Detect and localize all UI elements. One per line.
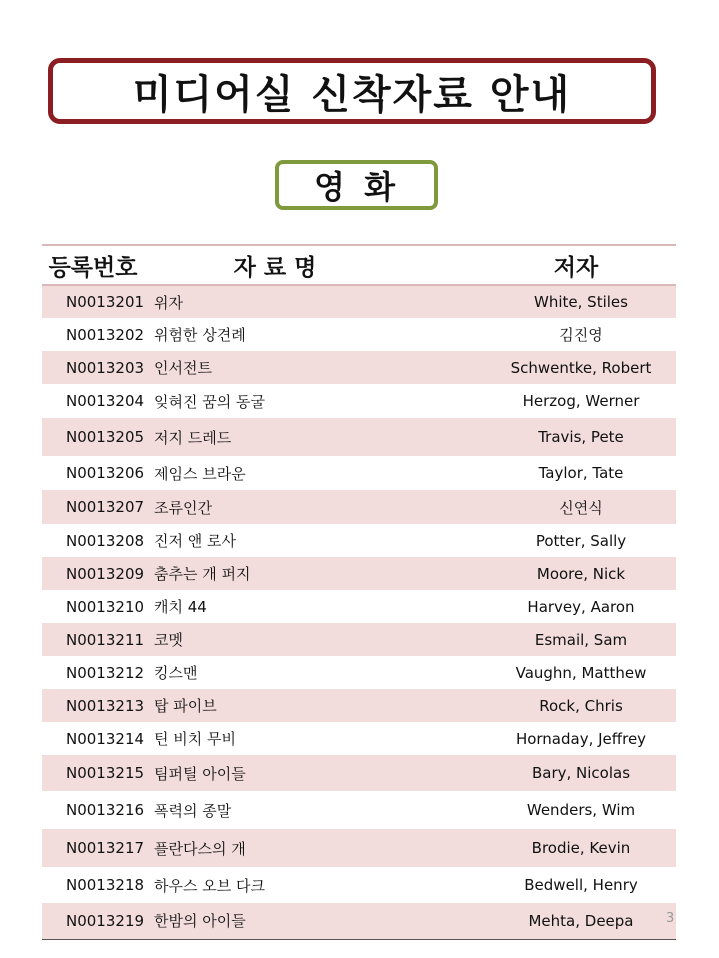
cell-registration-number: N0013205 xyxy=(42,418,154,456)
cell-title: 폭력의 종말 xyxy=(154,791,456,829)
cell-author: Harvey, Aaron xyxy=(456,590,676,623)
cell-author: Wenders, Wim xyxy=(456,791,676,829)
table-row xyxy=(42,524,676,557)
table-row xyxy=(42,903,676,939)
cell-registration-number: N0013209 xyxy=(42,557,154,590)
cell-author: Taylor, Tate xyxy=(456,456,676,490)
table-row xyxy=(42,557,676,590)
table-row xyxy=(42,456,676,490)
header-author: 저자 xyxy=(456,245,676,285)
cell-author: Vaughn, Matthew xyxy=(456,656,676,689)
table-row xyxy=(42,490,676,524)
cell-registration-number: N0013208 xyxy=(42,524,154,557)
cell-title: 잊혀진 꿈의 동굴 xyxy=(154,384,456,418)
category-label: 영 화 xyxy=(314,168,399,206)
cell-registration-number: N0013206 xyxy=(42,456,154,490)
page-number: 3 xyxy=(666,911,675,926)
title-banner xyxy=(48,58,656,124)
cell-title: 캐치 44 xyxy=(154,590,456,623)
cell-registration-number: N0013213 xyxy=(42,689,154,722)
cell-author: Brodie, Kevin xyxy=(456,829,676,867)
cell-registration-number: N0013202 xyxy=(42,318,154,351)
table-row xyxy=(42,867,676,903)
table-row xyxy=(42,351,676,384)
table-row xyxy=(42,285,676,318)
table-row xyxy=(42,755,676,791)
cell-registration-number: N0013219 xyxy=(42,903,154,939)
cell-title: 한밤의 아이들 xyxy=(154,903,456,939)
cell-registration-number: N0013211 xyxy=(42,623,154,656)
cell-title: 저지 드레드 xyxy=(154,418,456,456)
table-row xyxy=(42,689,676,722)
cell-title: 팀퍼틸 아이들 xyxy=(154,755,456,791)
cell-title: 하우스 오브 다크 xyxy=(154,867,456,903)
cell-registration-number: N0013210 xyxy=(42,590,154,623)
cell-title: 인서전트 xyxy=(154,351,456,384)
cell-title: 춤추는 개 퍼지 xyxy=(154,557,456,590)
cell-author: White, Stiles xyxy=(456,285,676,318)
page-title: 미디어실 신착자료 안내 xyxy=(132,71,572,118)
cell-author: Moore, Nick xyxy=(456,557,676,590)
table-row xyxy=(42,384,676,418)
table-header-row xyxy=(42,245,676,285)
cell-author: Hornaday, Jeffrey xyxy=(456,722,676,755)
cell-title: 진저 앤 로사 xyxy=(154,524,456,557)
header-registration-number: 등록번호 xyxy=(42,245,154,285)
header-title: 자 료 명 xyxy=(154,245,456,285)
cell-author: Mehta, Deepa xyxy=(456,903,676,939)
cell-author: Rock, Chris xyxy=(456,689,676,722)
cell-title: 틴 비치 무비 xyxy=(154,722,456,755)
table-row xyxy=(42,418,676,456)
cell-registration-number: N0013217 xyxy=(42,829,154,867)
cell-author: Bary, Nicolas xyxy=(456,755,676,791)
cell-registration-number: N0013203 xyxy=(42,351,154,384)
cell-author: Bedwell, Henry xyxy=(456,867,676,903)
cell-title: 위험한 상견례 xyxy=(154,318,456,351)
cell-registration-number: N0013216 xyxy=(42,791,154,829)
cell-title: 플란다스의 개 xyxy=(154,829,456,867)
cell-author: 신연식 xyxy=(456,490,676,524)
cell-author: Schwentke, Robert xyxy=(456,351,676,384)
cell-author: Travis, Pete xyxy=(456,418,676,456)
table-row xyxy=(42,318,676,351)
cell-title: 제임스 브라운 xyxy=(154,456,456,490)
cell-title: 킹스맨 xyxy=(154,656,456,689)
cell-title: 코멧 xyxy=(154,623,456,656)
table-row xyxy=(42,623,676,656)
cell-author: Esmail, Sam xyxy=(456,623,676,656)
cell-registration-number: N0013218 xyxy=(42,867,154,903)
cell-registration-number: N0013207 xyxy=(42,490,154,524)
cell-registration-number: N0013204 xyxy=(42,384,154,418)
cell-author: Herzog, Werner xyxy=(456,384,676,418)
cell-title: 탑 파이브 xyxy=(154,689,456,722)
table-row xyxy=(42,722,676,755)
table-row xyxy=(42,656,676,689)
table-body xyxy=(42,285,676,939)
cell-title: 위자 xyxy=(154,285,456,318)
table-row xyxy=(42,590,676,623)
category-banner xyxy=(275,160,438,210)
cell-title: 조류인간 xyxy=(154,490,456,524)
cell-registration-number: N0013201 xyxy=(42,285,154,318)
cell-registration-number: N0013214 xyxy=(42,722,154,755)
cell-author: 김진영 xyxy=(456,318,676,351)
new-arrivals-table xyxy=(42,244,676,940)
cell-registration-number: N0013212 xyxy=(42,656,154,689)
table-row xyxy=(42,829,676,867)
table-row xyxy=(42,791,676,829)
cell-registration-number: N0013215 xyxy=(42,755,154,791)
cell-author: Potter, Sally xyxy=(456,524,676,557)
